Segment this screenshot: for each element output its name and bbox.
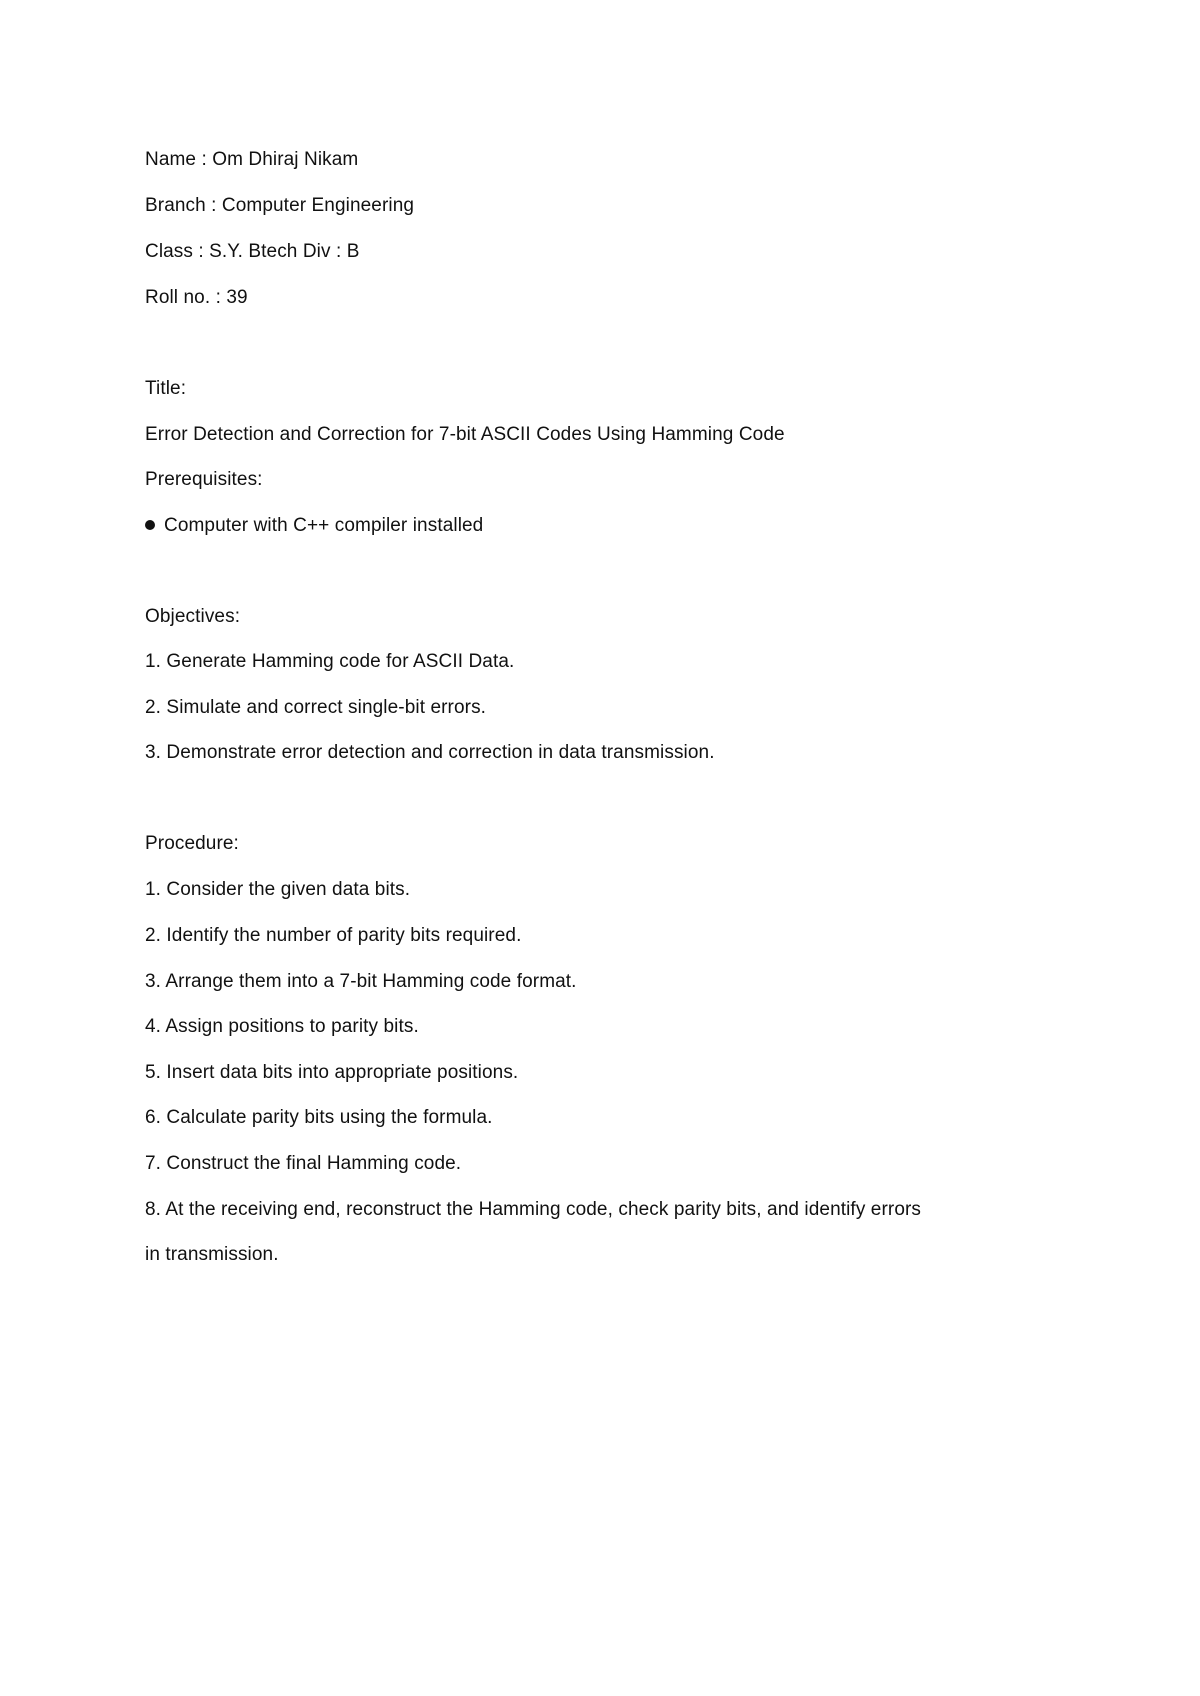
objectives-heading: Objectives: xyxy=(145,606,241,627)
student-class: Class : S.Y. Btech Div : B xyxy=(145,241,360,262)
student-name: Name : Om Dhiraj Nikam xyxy=(145,149,359,170)
objective-item-1: 1. Generate Hamming code for ASCII Data. xyxy=(145,651,515,672)
procedure-item-3: 3. Arrange them into a 7-bit Hamming code format. xyxy=(145,971,577,992)
prerequisites-heading: Prerequisites: xyxy=(145,469,263,490)
bullet-icon xyxy=(145,520,155,530)
objective-item-3: 3. Demonstrate error detection and correction in data transmission. xyxy=(145,742,715,763)
student-branch: Branch : Computer Engineering xyxy=(145,195,415,216)
procedure-item-6: 6. Calculate parity bits using the formula. xyxy=(145,1107,493,1128)
procedure-item-8: 8. At the receiving end, reconstruct the Hamming code, check parity bits, and identify errors xyxy=(145,1199,922,1220)
prerequisite-item xyxy=(145,514,483,538)
procedure-item-8-continued: in transmission. xyxy=(145,1244,279,1265)
student-roll: Roll no. : 39 xyxy=(145,287,248,308)
procedure-item-5: 5. Insert data bits into appropriate positions. xyxy=(145,1062,519,1083)
procedure-item-4: 4. Assign positions to parity bits. xyxy=(145,1016,419,1037)
objective-item-2: 2. Simulate and correct single-bit errors. xyxy=(145,697,487,718)
title-heading: Title: xyxy=(145,378,187,399)
procedure-heading: Procedure: xyxy=(145,833,239,854)
title-text: Error Detection and Correction for 7-bit ASCII Codes Using Hamming Code xyxy=(145,424,785,445)
procedure-item-2: 2. Identify the number of parity bits required. xyxy=(145,925,522,946)
prerequisite-item-text: Computer with C++ compiler installed xyxy=(164,515,484,536)
procedure-item-1: 1. Consider the given data bits. xyxy=(145,879,411,900)
procedure-item-7: 7. Construct the final Hamming code. xyxy=(145,1153,462,1174)
